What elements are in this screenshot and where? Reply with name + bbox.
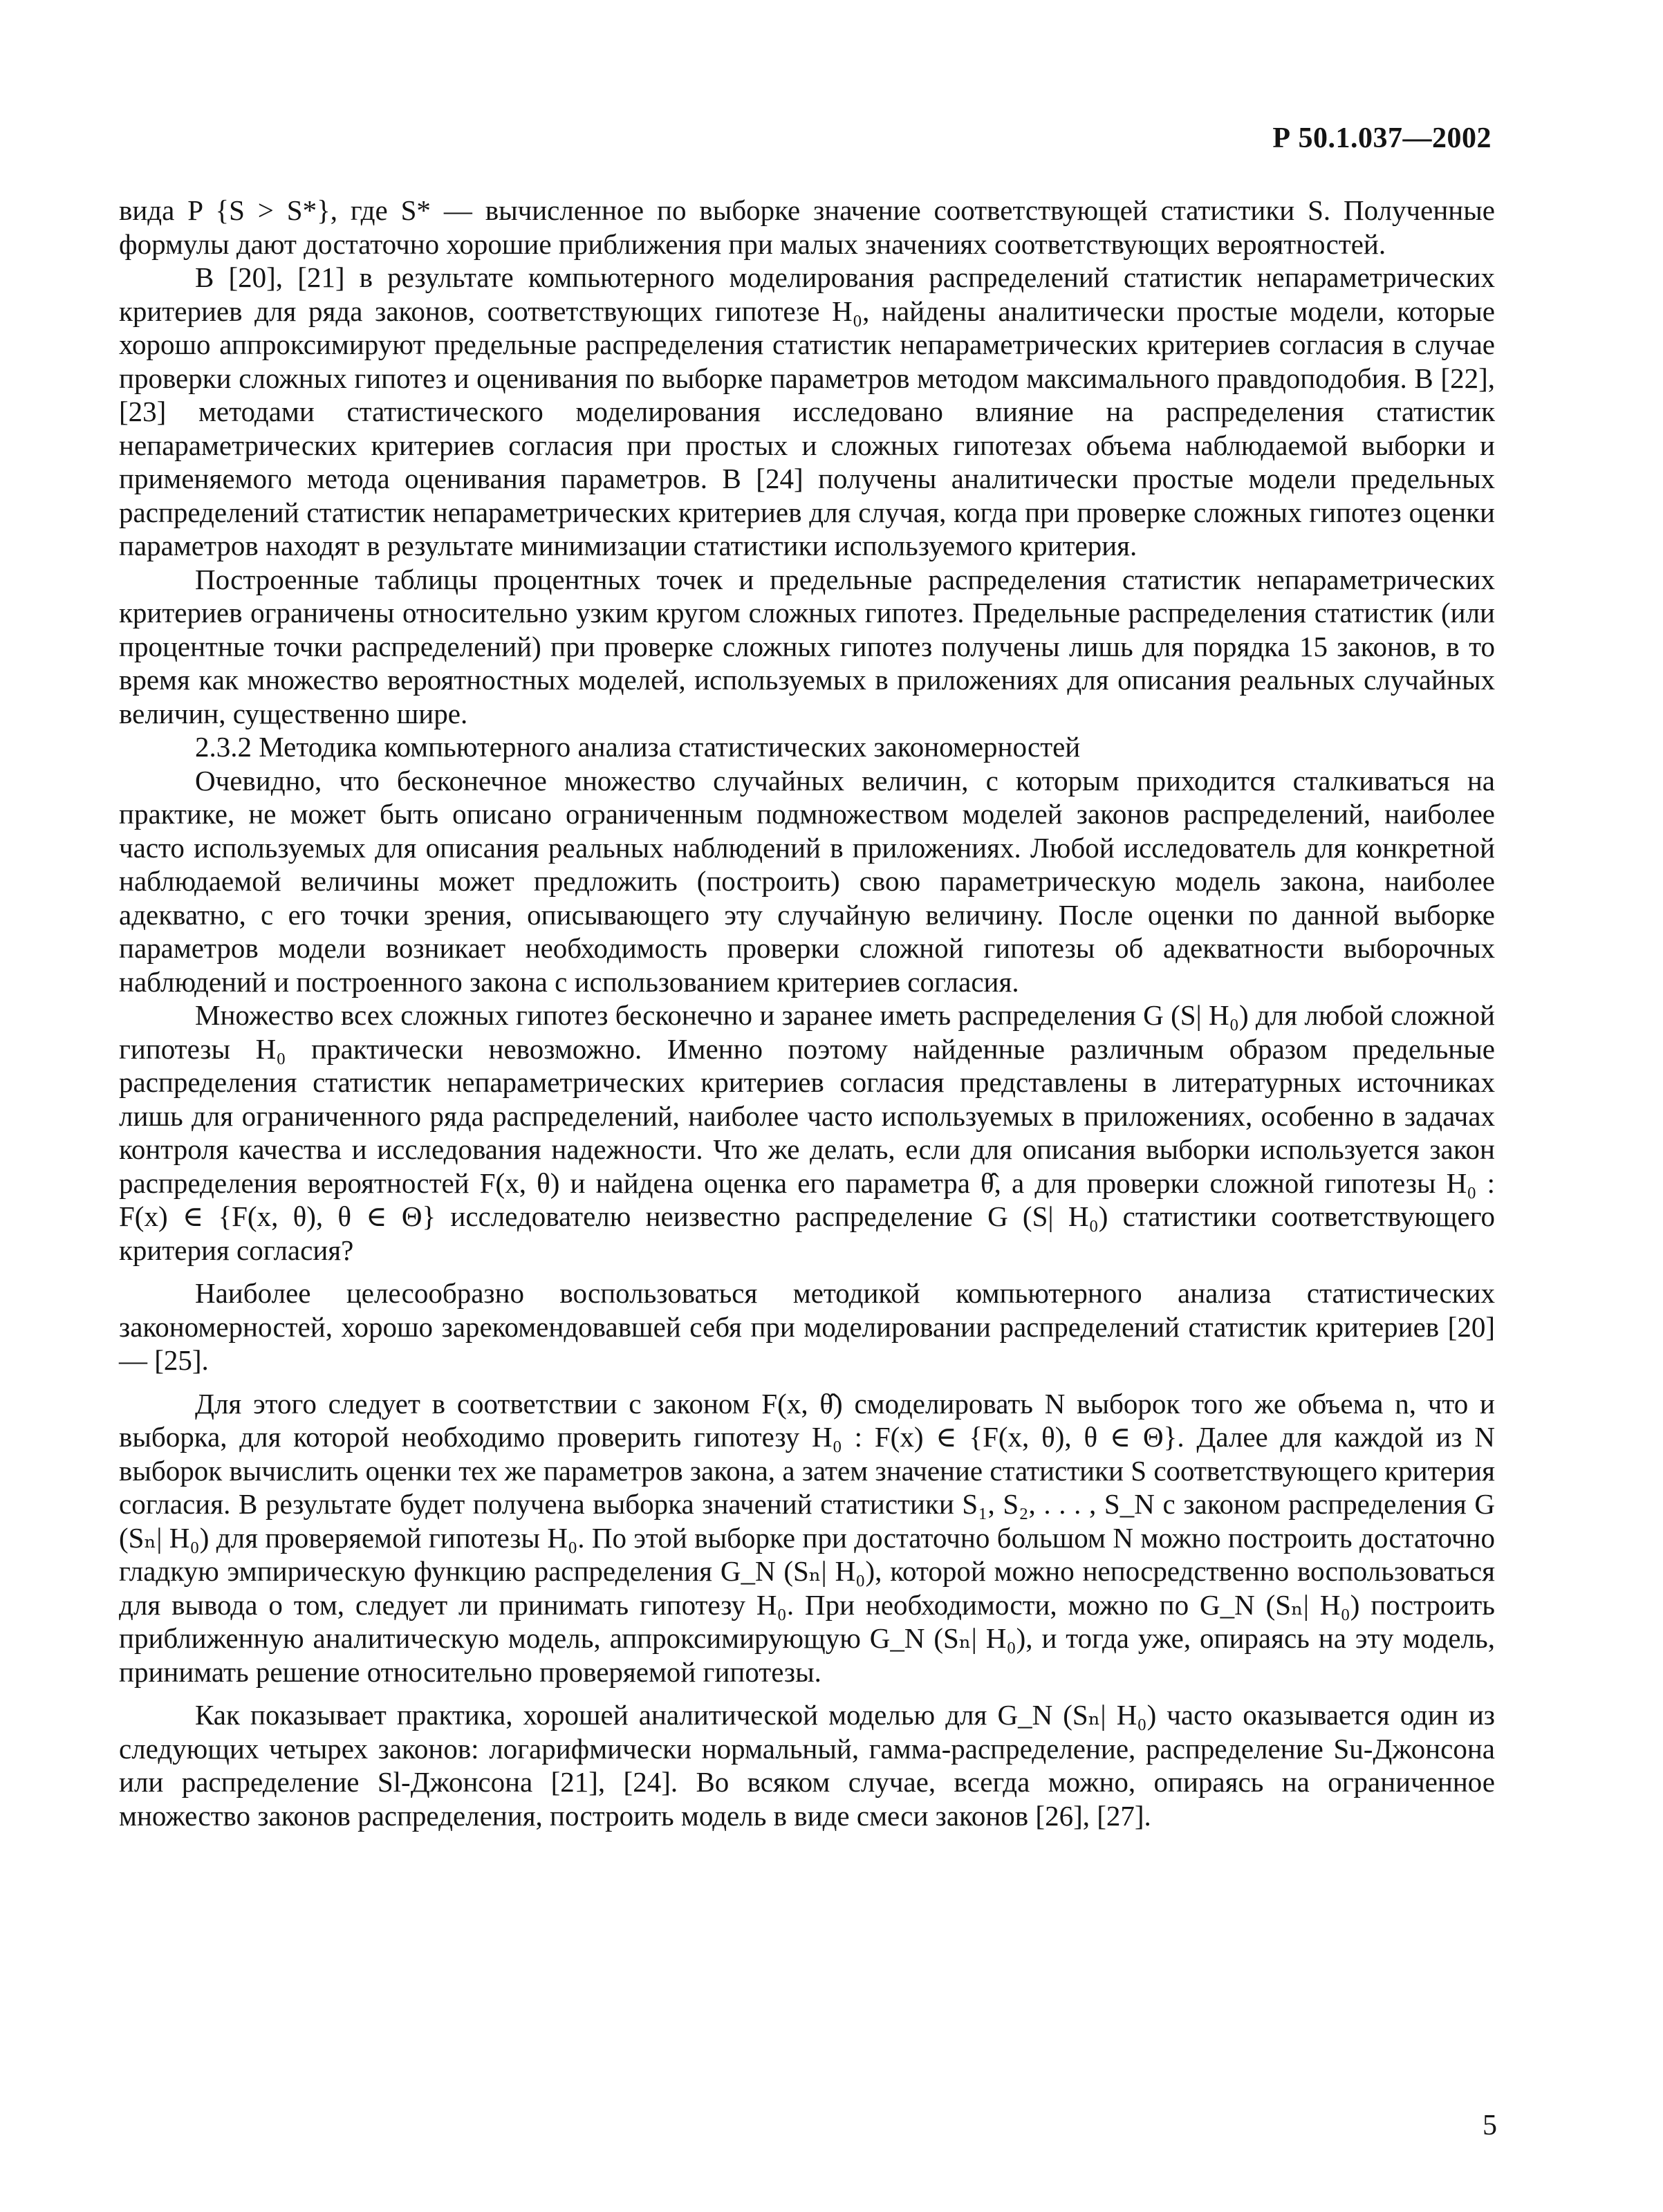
paragraph: Для этого следует в соответствии с законом F(x, θ̂) смоделировать N выборок того же объема n, что и выборка, для которой необходимо проверить гипотезу H₀ : F(x) ∈ {F(x, θ), θ ∈ Θ}. Далее для каждой из N выборок вычислить оценки тех же параметров закона, а затем значение статистики S соответствующего критерия согласия. В результате будет получена выборка значений статистики S₁, S₂, . . . , S_N с законом распределения G (Sₙ| H₀) для проверяемой гипотезы H₀. По этой выборке при достаточно большом N можно построить достаточно гладкую эмпирическую функцию распределения G_N (Sₙ| H₀), которой можно непосредственно воспользоваться для вывода о том, следует ли принимать гипотезу H₀. При необходимости, можно по G_N (Sₙ| H₀) построить приближенную аналитическую модель, аппроксимирующую G_N (Sₙ| H₀), и тогда уже, опираясь на эту модель, принимать решение относительно проверяемой гипотезы. (119, 1387, 1495, 1688)
paragraph: Множество всех сложных гипотез бесконечно и заранее иметь распределения G (S| H₀) для любой сложной гипотезы H₀ практически невозможно. Именно поэтому найденные различным образом предельные распределения статистик непараметрических критериев согласия представлены в литературных источниках лишь для ограниченного ряда распределений, наиболее часто используемых в приложениях, особенно в задачах контроля качества и исследования надежности. Что же делать, если для описания выборки используется закон распределения вероятностей F(x, θ) и найдена оценка его параметра θ̂, а для проверки сложной гипотезы H₀ : F(x) ∈ {F(x, θ), θ ∈ Θ} исследователю неизвестно распределение G (S| H₀) статистики соответствующего критерия согласия? (119, 999, 1495, 1266)
paragraph: В [20], [21] в результате компьютерного моделирования распределений статистик непараметрических критериев для ряда законов, соответствующих гипотезе H₀, найдены аналитически простые модели, которые хорошо аппроксимируют предельные распределения статистик непараметрических критериев согласия в случае проверки сложных гипотез и оценивания по выборке параметров методом максимального правдоподобия. В [22], [23] методами статистического моделирования исследовано влияние на распределения статистик непараметрических критериев согласия при простых и сложных гипотезах объема наблюдаемой выборки и применяемого метода оценивания параметров. В [24] получены аналитически простые модели предельных распределений статистик непараметрических критериев для случая, когда при проверке сложных гипотез оценки параметров находят в результате минимизации статистики используемого критерия. (119, 261, 1495, 561)
paragraph: Очевидно, что бесконечное множество случайных величин, с которым приходится сталкиваться на практике, не может быть описано ограниченным подмножеством моделей законов распределений, наиболее часто используемых для описания реальных наблюдений в приложениях. Любой исследователь для конкретной наблюдаемой величины может предложить (построить) свою параметрическую модель закона, наиболее адекватно, с его точки зрения, описывающего эту случайную величину. После оценки по данной выборке параметров модели возникает необходимость проверки сложной гипотезы об адекватности выборочных наблюдений и построенного закона с использованием критериев согласия. (119, 764, 1495, 998)
paragraph: Наиболее целесообразно воспользоваться методикой компьютерного анализа статистических закономерностей, хорошо зарекомендовавшей себя при моделировании распределений статистик критериев [20] — [25]. (119, 1277, 1495, 1376)
body-text (119, 194, 1495, 1832)
paragraph: вида P {S > S*}, где S* — вычисленное по выборке значение соответствующей статистики S. Полученные формулы дают достаточно хорошие приближения при малых значениях соответствующих вероятностей. (119, 194, 1495, 260)
section-heading: 2.3.2 Методика компьютерного анализа статистических закономерностей (195, 731, 1081, 763)
page-number: 5 (1483, 2110, 1497, 2141)
document-id: Р 50.1.037—2002 (1272, 122, 1492, 154)
paragraph: Как показывает практика, хорошей аналитической моделью для G_N (Sₙ| H₀) часто оказывается один из следующих четырех законов: логарифмически нормальный, гамма-распределение, распределение Su-Джонсона или распределение Sl-Джонсона [21], [24]. Во всяком случае, всегда можно, опираясь на ограниченное множество законов распределения, построить модель в виде смеси законов [26], [27]. (119, 1699, 1495, 1832)
paragraph: Построенные таблицы процентных точек и предельные распределения статистик непараметрических критериев ограничены относительно узким кругом сложных гипотез. Предельные распределения статистик (или процентные точки распределений) при проверке сложных гипотез получены лишь для порядка 15 законов, в то время как множество вероятностных моделей, используемых в приложениях для описания реальных случайных величин, существенно шире. (119, 563, 1495, 729)
